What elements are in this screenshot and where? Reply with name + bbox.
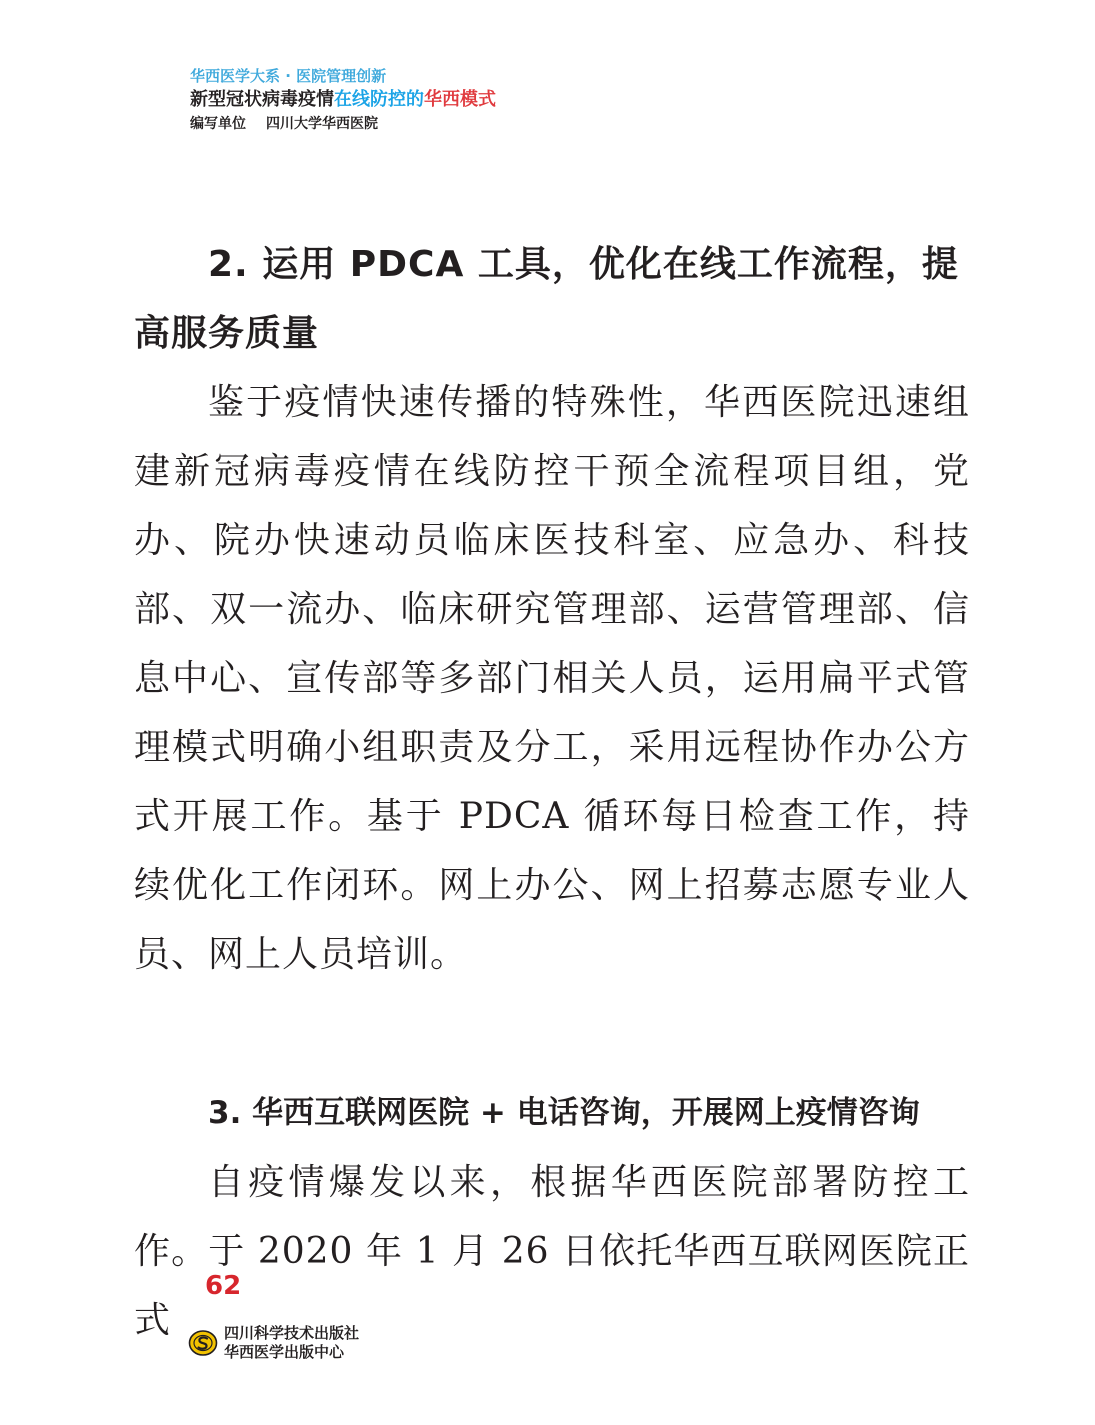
book-title-part3: 华西模式 xyxy=(424,89,496,110)
page-body xyxy=(134,230,970,1355)
section-3-paragraph: 自疫情爆发以来，根据华西医院部署防控工作。于 2020 年 1 月 26 日依托华西互联网医院正式 xyxy=(134,1162,970,1341)
book-title xyxy=(190,88,790,112)
publisher-block xyxy=(188,1324,359,1362)
page-number: 62 xyxy=(205,1271,242,1301)
editor-label: 编写单位 xyxy=(190,116,246,132)
book-title-part2: 在线防控的 xyxy=(334,89,424,110)
section-3-heading: 3. 华西互联网医院 + 电话咨询，开展网上疫情咨询 xyxy=(208,1095,920,1131)
publisher-logo-icon xyxy=(188,1328,218,1358)
section-2-paragraph: 鉴于疫情快速传播的特殊性，华西医院迅速组建新冠病毒疫情在线防控干预全流程项目组，党办、院办快速动员临床医技科室、应急办、科技部、双一流办、临床研究管理部、运营管理部、信息中心、宣传部等多部门相关人员，运用扁平式管理模式明确小组职责及分工，采用远程协作办公方式开展工作。基于 PDCA 循环每日检查工作，持续优化工作闭环。网上办公、网上招募志愿专业人员、网上人员培训。 xyxy=(134,382,970,975)
publisher-name-line2: 华西医学出版中心 xyxy=(224,1343,345,1361)
editor-name: 四川大学华西医院 xyxy=(266,116,378,132)
series-title: 华西医学大系 · 医院管理创新 xyxy=(190,67,387,85)
editor-line xyxy=(190,114,790,134)
section-2-heading: 2. 运用 PDCA 工具，优化在线工作流程，提高服务质量 xyxy=(134,244,959,354)
running-header xyxy=(190,66,790,134)
publisher-name-line1: 四川科学技术出版社 xyxy=(224,1324,360,1342)
book-title-part1: 新型冠状病毒疫情 xyxy=(190,89,334,110)
